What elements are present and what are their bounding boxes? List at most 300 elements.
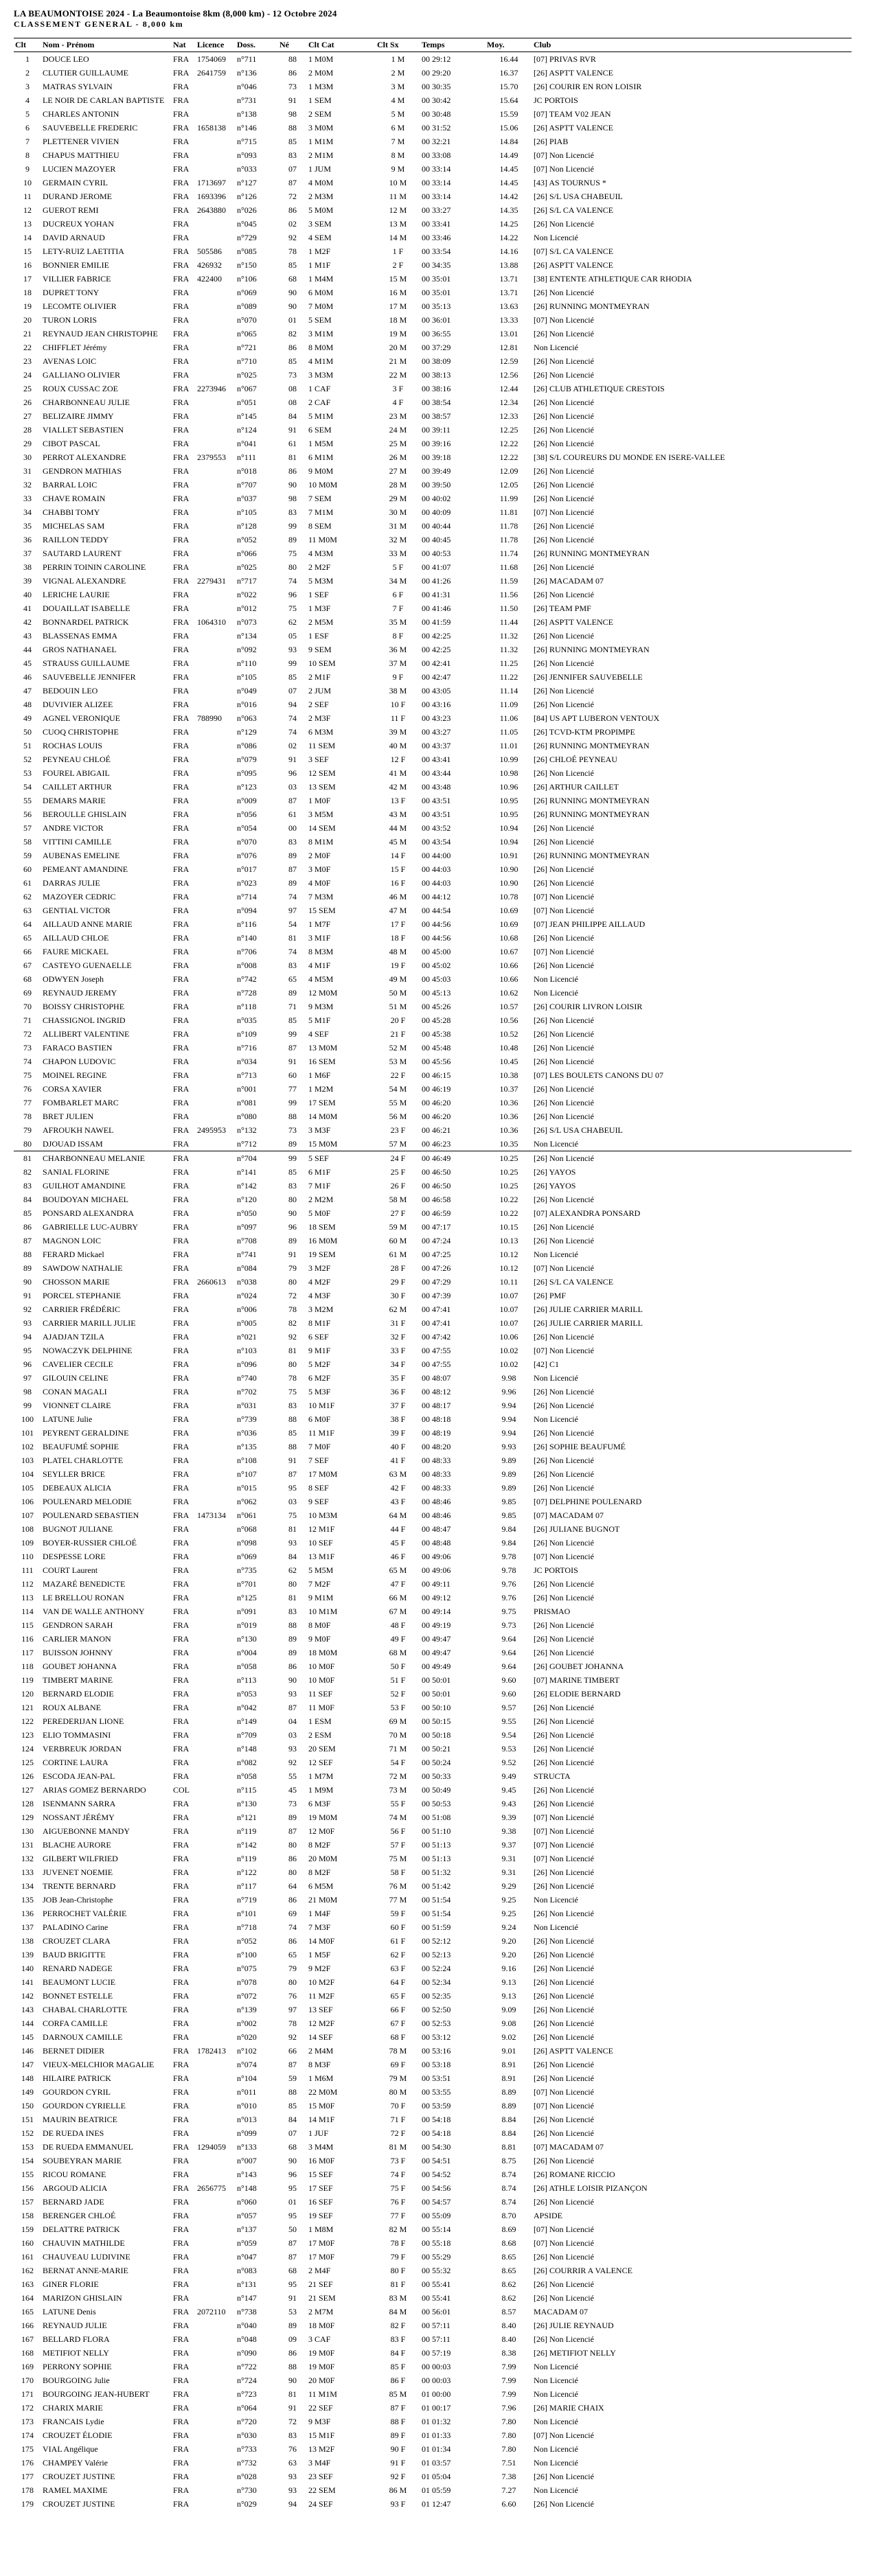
cell-birth-year: 91 [288, 1057, 297, 1066]
cell-rank: 17 [23, 274, 32, 284]
cell-category-rank: 3 M5M [308, 809, 334, 819]
table-row[interactable] [14, 2030, 852, 2044]
table-row[interactable] [14, 1165, 852, 1179]
table-row[interactable] [14, 313, 852, 327]
col-header-average-speed[interactable]: Moy. [486, 38, 532, 52]
cell-nationality: FRA [173, 1029, 190, 1039]
table-row[interactable] [14, 972, 852, 986]
table-row[interactable] [14, 2401, 852, 2415]
table-row[interactable] [14, 1302, 852, 1316]
table-row[interactable] [14, 945, 852, 958]
cell-birth-year: 89 [288, 988, 297, 998]
cell-rank: 31 [23, 466, 32, 476]
cell-category-rank: 11 M0M [308, 535, 337, 544]
cell-time: 00 34:35 [422, 260, 451, 270]
table-row[interactable] [14, 1865, 852, 1879]
cell-time: 00 44:00 [422, 851, 451, 860]
table-row[interactable] [14, 1000, 852, 1013]
cell-category-rank: 11 SEM [308, 741, 336, 750]
table-row[interactable] [14, 203, 852, 217]
col-header-time[interactable]: Temps [420, 38, 486, 52]
table-row[interactable] [14, 354, 852, 368]
table-row[interactable] [14, 958, 852, 972]
cell-nationality: FRA [173, 1840, 190, 1850]
table-row[interactable] [14, 1522, 852, 1536]
table-row[interactable] [14, 1289, 852, 1302]
cell-club: [07] Non Licencié [534, 315, 594, 325]
table-row[interactable] [14, 1193, 852, 1206]
cell-sex-rank: 70 M [389, 1730, 407, 1740]
cell-time: 00 52:13 [422, 1950, 451, 1959]
cell-bib: n°064 [237, 2403, 257, 2413]
table-row[interactable] [14, 1989, 852, 2003]
cell-club: [26] Non Licencié [534, 823, 594, 833]
table-row[interactable] [14, 2470, 852, 2483]
cell-licence [196, 890, 236, 904]
cell-time: 00 40:44 [422, 521, 451, 531]
table-row[interactable] [14, 643, 852, 656]
table-row[interactable] [14, 2126, 852, 2140]
table-row[interactable] [14, 1797, 852, 1810]
table-row[interactable] [14, 656, 852, 670]
table-row[interactable] [14, 917, 852, 931]
table-row[interactable] [14, 1591, 852, 1605]
cell-sex-rank: 10 F [390, 700, 406, 709]
table-row[interactable] [14, 2483, 852, 2497]
table-row[interactable] [14, 684, 852, 698]
table-row[interactable] [14, 395, 852, 409]
col-header-licence[interactable]: Licence [196, 38, 236, 52]
table-row[interactable] [14, 2456, 852, 2470]
table-row[interactable] [14, 574, 852, 588]
cell-time: 00 43:48 [422, 782, 451, 792]
table-row[interactable] [14, 2154, 852, 2167]
cell-category-rank: 2 M4F [308, 2266, 331, 2275]
table-row[interactable] [14, 1934, 852, 1948]
table-row[interactable] [14, 368, 852, 382]
table-row[interactable] [14, 862, 852, 876]
table-row[interactable] [14, 794, 852, 807]
table-row[interactable] [14, 1082, 852, 1096]
table-row[interactable] [14, 1495, 852, 1508]
cell-average-speed: 8.65 [501, 2252, 516, 2262]
table-row[interactable] [14, 189, 852, 203]
table-row[interactable] [14, 286, 852, 299]
table-row[interactable] [14, 2140, 852, 2154]
col-header-name[interactable]: Nom - Prénom [41, 38, 172, 52]
cell-licence [196, 1371, 236, 1385]
table-row[interactable] [14, 2016, 852, 2030]
table-row[interactable] [14, 1440, 852, 1453]
table-row[interactable] [14, 107, 852, 121]
table-row[interactable] [14, 1756, 852, 1769]
table-row[interactable] [14, 1659, 852, 1673]
table-row[interactable] [14, 1467, 852, 1481]
table-row[interactable] [14, 341, 852, 354]
cell-sex-rank: 35 M [389, 617, 407, 627]
table-row[interactable] [14, 725, 852, 739]
cell-name: BERNET DIDIER [43, 2046, 105, 2056]
cell-sex-rank: 6 M [391, 123, 405, 133]
cell-sex-rank: 25 F [390, 1167, 406, 1177]
table-row[interactable] [14, 135, 852, 148]
cell-licence: 1658138 [197, 123, 226, 133]
table-row[interactable] [14, 2044, 852, 2058]
table-row[interactable] [14, 1879, 852, 1893]
table-row[interactable] [14, 2277, 852, 2291]
table-row[interactable] [14, 2497, 852, 2511]
table-row[interactable] [14, 807, 852, 821]
table-row[interactable] [14, 1962, 852, 1975]
cell-rank: 113 [21, 1593, 34, 1602]
table-row[interactable] [14, 176, 852, 189]
table-row[interactable] [14, 1838, 852, 1852]
table-row[interactable] [14, 464, 852, 478]
table-row[interactable] [14, 2387, 852, 2401]
cell-bib: n°107 [237, 1469, 257, 1479]
cell-nationality: FRA [173, 1414, 190, 1424]
table-row[interactable] [14, 2071, 852, 2085]
table-row[interactable] [14, 1041, 852, 1055]
table-row[interactable] [14, 2346, 852, 2360]
cell-sex-rank: 67 M [389, 1607, 407, 1616]
cell-time: 00 43:51 [422, 796, 451, 805]
table-row[interactable] [14, 121, 852, 135]
cell-club: [84] US APT LUBERON VENTOUX [534, 713, 660, 723]
cell-name: GILOUIN CELINE [43, 1373, 109, 1383]
table-row[interactable] [14, 2085, 852, 2099]
table-row[interactable] [14, 2181, 852, 2195]
cell-bib: n°037 [237, 494, 257, 503]
table-row[interactable] [14, 1453, 852, 1467]
table-row[interactable] [14, 1261, 852, 1275]
table-row[interactable] [14, 1151, 852, 1166]
table-row[interactable] [14, 505, 852, 519]
table-row[interactable] [14, 66, 852, 80]
table-row[interactable] [14, 162, 852, 176]
table-row[interactable] [14, 1330, 852, 1344]
cell-birth-year: 89 [288, 1634, 297, 1644]
cell-sex-rank: 71 F [390, 2115, 406, 2124]
table-row[interactable] [14, 2113, 852, 2126]
table-row[interactable] [14, 1385, 852, 1399]
cell-average-speed: 10.07 [499, 1291, 518, 1300]
cell-average-speed: 9.89 [501, 1469, 516, 1479]
table-row[interactable] [14, 1068, 852, 1082]
table-row[interactable] [14, 698, 852, 711]
table-row[interactable] [14, 409, 852, 423]
table-row[interactable] [14, 1920, 852, 1934]
table-row[interactable] [14, 629, 852, 643]
cell-birth-year: 90 [288, 1208, 297, 1218]
cell-category-rank: 1 M0F [308, 796, 331, 805]
col-header-category-rank[interactable]: Clt Cat [307, 38, 376, 52]
cell-rank: 2 [25, 68, 30, 78]
cell-sex-rank: 29 M [389, 494, 407, 503]
cell-bib: n°102 [237, 2046, 257, 2056]
cell-club: [07] Non Licencié [534, 1826, 594, 1836]
table-row[interactable] [14, 1618, 852, 1632]
table-row[interactable] [14, 904, 852, 917]
table-row[interactable] [14, 217, 852, 231]
table-row[interactable] [14, 1714, 852, 1728]
table-row[interactable] [14, 1344, 852, 1357]
table-row[interactable] [14, 52, 852, 67]
cell-category-rank: 1 JUM [308, 164, 332, 174]
table-row[interactable] [14, 1412, 852, 1426]
table-row[interactable] [14, 272, 852, 286]
cell-birth-year: 73 [288, 1125, 297, 1135]
table-row[interactable] [14, 1357, 852, 1371]
table-row[interactable] [14, 547, 852, 560]
cell-bib: n°113 [237, 1675, 257, 1685]
col-header-club[interactable]: Club [532, 38, 852, 52]
cell-birth-year: 75 [288, 1510, 297, 1520]
table-row[interactable] [14, 478, 852, 492]
table-row[interactable] [14, 2319, 852, 2332]
table-row[interactable] [14, 752, 852, 766]
table-row[interactable] [14, 1783, 852, 1797]
table-row[interactable] [14, 519, 852, 533]
cell-birth-year: 45 [288, 1785, 297, 1795]
table-row[interactable] [14, 382, 852, 395]
table-row[interactable] [14, 1975, 852, 1989]
cell-licence [196, 1907, 236, 1920]
table-row[interactable] [14, 533, 852, 547]
table-row[interactable] [14, 1055, 852, 1068]
table-row[interactable] [14, 244, 852, 258]
table-row[interactable] [14, 2099, 852, 2113]
cell-birth-year: 95 [288, 2211, 297, 2220]
cell-category-rank: 17 M0M [308, 1469, 338, 1479]
cell-nationality: FRA [173, 1263, 190, 1273]
table-row[interactable] [14, 560, 852, 574]
cell-time: 00 42:41 [422, 658, 451, 668]
cell-sex-rank: 93 F [390, 2499, 406, 2509]
cell-birth-year: 94 [288, 2499, 297, 2509]
table-row[interactable] [14, 492, 852, 505]
cell-licence [196, 1879, 236, 1893]
cell-birth-year: 85 [288, 1015, 297, 1025]
cell-sex-rank: 76 M [389, 1881, 407, 1891]
table-row[interactable] [14, 231, 852, 244]
cell-average-speed: 7.99 [501, 2376, 516, 2385]
cell-nationality: FRA [173, 1002, 190, 1011]
cell-sex-rank: 21 F [390, 1029, 406, 1039]
table-row[interactable] [14, 1948, 852, 1962]
table-row[interactable] [14, 1399, 852, 1412]
table-row[interactable] [14, 80, 852, 93]
table-row[interactable] [14, 1893, 852, 1907]
cell-bib: n°002 [237, 2019, 257, 2028]
table-row[interactable] [14, 2222, 852, 2236]
table-row[interactable] [14, 327, 852, 341]
cell-nationality: FRA [173, 1689, 190, 1699]
cell-club: [26] SOPHIE BEAUFUMÉ [534, 1442, 626, 1451]
cell-licence [196, 1838, 236, 1852]
cell-bib: n°066 [237, 549, 257, 558]
table-row[interactable] [14, 1096, 852, 1109]
table-row[interactable] [14, 1027, 852, 1041]
table-row[interactable] [14, 670, 852, 684]
table-row[interactable] [14, 1220, 852, 1234]
table-row[interactable] [14, 1316, 852, 1330]
col-header-birth-year[interactable]: Né [278, 38, 307, 52]
table-row[interactable] [14, 299, 852, 313]
cell-time: 00 47:41 [422, 1318, 451, 1328]
cell-club: Non Licencié [534, 343, 578, 352]
table-row[interactable] [14, 148, 852, 162]
cell-bib: n°059 [237, 2238, 257, 2248]
table-row[interactable] [14, 2415, 852, 2428]
cell-rank: 35 [23, 521, 32, 531]
table-row[interactable] [14, 1673, 852, 1687]
table-row[interactable] [14, 711, 852, 725]
cell-bib: n°704 [236, 1151, 278, 1166]
table-row[interactable] [14, 1742, 852, 1756]
table-row[interactable] [14, 1563, 852, 1577]
cell-licence [196, 1893, 236, 1907]
cell-time: 00 44:56 [422, 933, 451, 943]
cell-nationality: FRA [173, 1098, 190, 1107]
table-row[interactable] [14, 1536, 852, 1550]
table-row[interactable] [14, 1824, 852, 1838]
table-row[interactable] [14, 1508, 852, 1522]
table-row[interactable] [14, 1907, 852, 1920]
table-row[interactable] [14, 588, 852, 601]
col-header-rank[interactable]: Clt [14, 38, 41, 52]
table-row[interactable] [14, 780, 852, 794]
table-row[interactable] [14, 835, 852, 849]
cell-club: [07] DELPHINE POULENARD [534, 1497, 642, 1506]
table-row[interactable] [14, 1206, 852, 1220]
cell-licence [196, 286, 236, 299]
cell-sex-rank: 43 F [390, 1497, 406, 1506]
cell-time: 00 50:15 [422, 1716, 451, 1726]
table-row[interactable] [14, 2442, 852, 2456]
table-row[interactable] [14, 615, 852, 629]
cell-category-rank: 17 SEM [308, 1098, 336, 1107]
cell-time: 00 55:18 [422, 2238, 451, 2248]
table-row[interactable] [14, 821, 852, 835]
table-row[interactable] [14, 1481, 852, 1495]
table-row[interactable] [14, 1701, 852, 1714]
table-row[interactable] [14, 601, 852, 615]
table-row[interactable] [14, 1247, 852, 1261]
cell-time: 01 01:33 [422, 2430, 451, 2440]
table-row[interactable] [14, 1179, 852, 1193]
table-row[interactable] [14, 2209, 852, 2222]
cell-licence [196, 904, 236, 917]
table-row[interactable] [14, 766, 852, 780]
cell-rank: 73 [23, 1043, 32, 1053]
cell-birth-year: 03 [288, 782, 297, 792]
table-row[interactable] [14, 1852, 852, 1865]
cell-bib: n°108 [237, 1456, 257, 1465]
cell-sex-rank: 60 M [389, 1236, 407, 1245]
cell-rank: 18 [23, 288, 32, 297]
table-row[interactable] [14, 423, 852, 437]
cell-time: 00 46:50 [422, 1181, 451, 1191]
cell-time: 00 47:41 [422, 1304, 451, 1314]
cell-licence: 1473134 [197, 1510, 226, 1520]
table-row[interactable] [14, 1550, 852, 1563]
table-row[interactable] [14, 986, 852, 1000]
table-row[interactable] [14, 931, 852, 945]
cell-club: [26] GOUBET JOHANNA [534, 1661, 624, 1671]
table-row[interactable] [14, 1234, 852, 1247]
table-row[interactable] [14, 2305, 852, 2319]
cell-time: 00 43:52 [422, 823, 451, 833]
table-row[interactable] [14, 849, 852, 862]
table-row[interactable] [14, 2360, 852, 2373]
table-row[interactable] [14, 1769, 852, 1783]
table-row[interactable] [14, 1013, 852, 1027]
cell-time: 00 48:20 [422, 1442, 451, 1451]
col-header-nationality[interactable]: Nat [172, 38, 196, 52]
cell-category-rank: 2 SEF [308, 700, 329, 709]
table-row[interactable] [14, 2236, 852, 2250]
table-row[interactable] [14, 1123, 852, 1137]
cell-nationality: FRA [173, 2087, 190, 2097]
table-row[interactable] [14, 450, 852, 464]
table-row[interactable] [14, 890, 852, 904]
table-row[interactable] [14, 2264, 852, 2277]
table-row[interactable] [14, 876, 852, 890]
table-row[interactable] [14, 437, 852, 450]
table-row[interactable] [14, 2373, 852, 2387]
table-row[interactable] [14, 258, 852, 272]
table-row[interactable] [14, 2003, 852, 2016]
table-row[interactable] [14, 2428, 852, 2442]
table-row[interactable] [14, 2332, 852, 2346]
table-row[interactable] [14, 2167, 852, 2181]
table-row[interactable] [14, 1137, 852, 1151]
col-header-bib[interactable]: Doss. [236, 38, 278, 52]
cell-birth-year: 98 [288, 109, 297, 119]
table-row[interactable] [14, 1275, 852, 1289]
table-row[interactable] [14, 1646, 852, 1659]
table-row[interactable] [14, 739, 852, 752]
table-row[interactable] [14, 1632, 852, 1646]
cell-club: JC PORTOIS [534, 95, 578, 105]
table-row[interactable] [14, 1371, 852, 1385]
cell-category-rank: 12 SEF [308, 1758, 333, 1767]
cell-sex-rank: 76 F [390, 2197, 406, 2207]
table-row[interactable] [14, 2195, 852, 2209]
table-row[interactable] [14, 1687, 852, 1701]
cell-category-rank: 11 M2F [308, 1991, 334, 2001]
cell-birth-year: 93 [288, 1744, 297, 1753]
cell-bib: n°714 [237, 892, 257, 901]
cell-name: REYNAUD JEAN CHRISTOPHE [43, 329, 158, 338]
table-row[interactable] [14, 93, 852, 107]
table-row[interactable] [14, 1605, 852, 1618]
table-row[interactable] [14, 1577, 852, 1591]
col-header-sex-rank[interactable]: Clt Sx [376, 38, 420, 52]
cell-club: PRISMAO [534, 1607, 571, 1616]
table-row[interactable] [14, 2250, 852, 2264]
table-row[interactable] [14, 1109, 852, 1123]
table-row[interactable] [14, 1426, 852, 1440]
cell-average-speed: 11.06 [499, 713, 518, 723]
cell-nationality: FRA [173, 1771, 190, 1781]
cell-nationality: FRA [173, 1112, 190, 1121]
table-row[interactable] [14, 2291, 852, 2305]
table-row[interactable] [14, 1810, 852, 1824]
table-row[interactable] [14, 2058, 852, 2071]
table-row[interactable] [14, 1728, 852, 1742]
